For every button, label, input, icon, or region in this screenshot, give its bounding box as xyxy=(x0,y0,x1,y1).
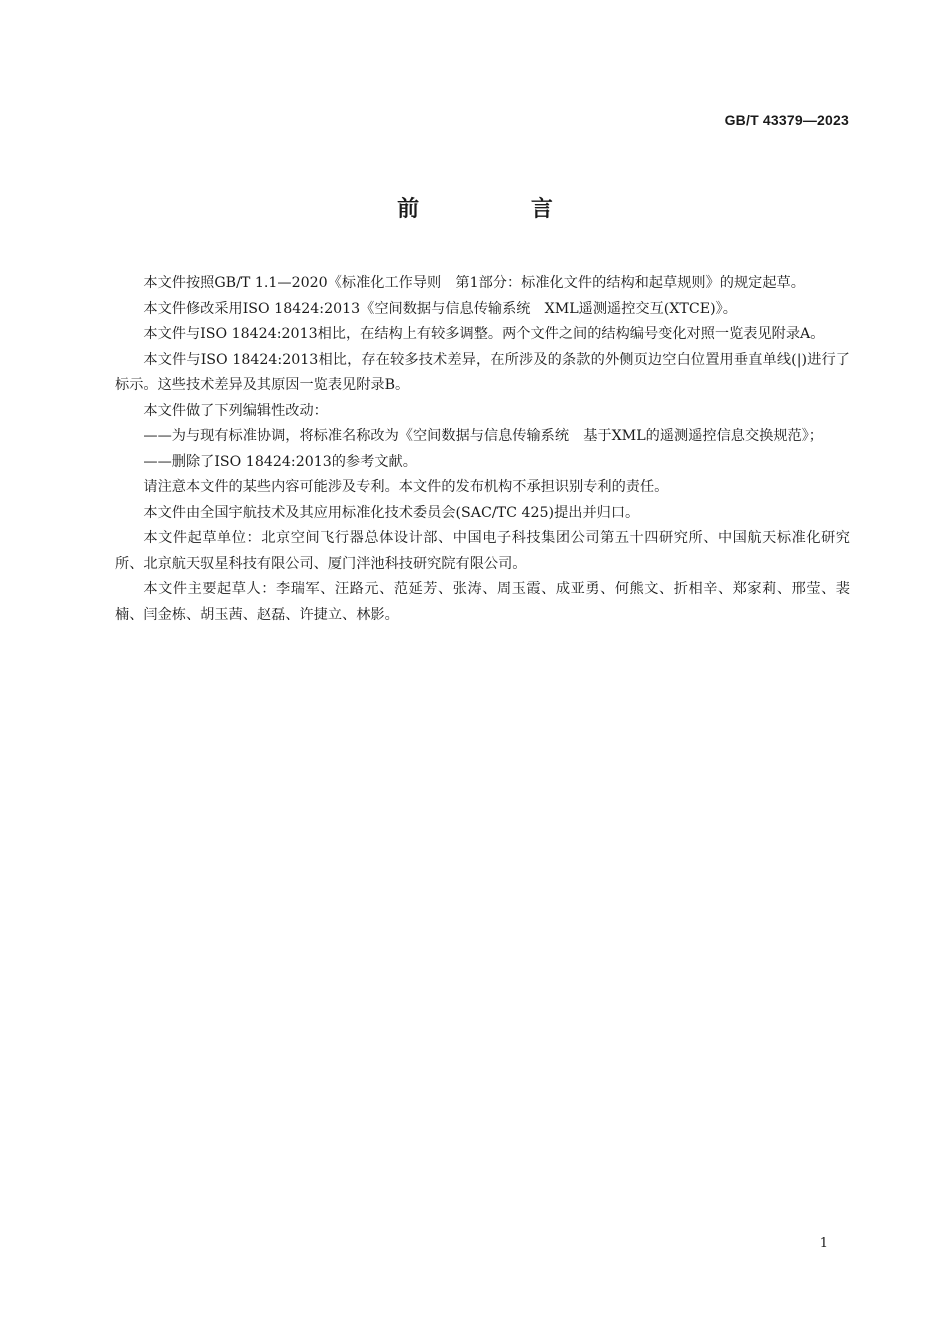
paragraph-drafters: 本文件主要起草人：李瑞军、汪路元、范延芳、张涛、周玉霞、成亚勇、何熊文、折相辛、郑家莉、邢莹、裴楠、闫金栋、胡玉茜、赵磊、许捷立、林影。 xyxy=(115,581,850,623)
page-title: 前 言 xyxy=(397,197,605,222)
standard-code: GB/T 43379—2023 xyxy=(724,112,849,128)
paragraph-patent-notice: 请注意本文件的某些内容可能涉及专利。本文件的发布机构不承担识别专利的责任。 xyxy=(143,479,669,495)
paragraph-structure-changes: 本文件与ISO 18424:2013相比，在结构上有较多调整。两个文件之间的结构编号变化对照一览表见附录A。 xyxy=(143,326,825,342)
paragraph-technical-differences: 本文件与ISO 18424:2013相比，存在较多技术差异，在所涉及的条款的外侧页边空白位置用垂直单线(|)进行了标示。这些技术差异及其原因一览表见附录B。 xyxy=(115,351,850,393)
paragraph-proposer: 本文件由全国宇航技术及其应用标准化技术委员会(SAC/TC 425)提出并归口。 xyxy=(143,504,640,521)
list-item-bibliography-removed: ——删除了ISO 18424:2013的参考文献。 xyxy=(143,453,417,470)
page-number: 1 xyxy=(819,1236,828,1251)
paragraph-adoption: 本文件修改采用ISO 18424:2013《空间数据与信息传输系统 XML遥测遥控交互(XTCE)》。 xyxy=(143,300,737,317)
foreword-body xyxy=(115,271,850,628)
paragraph-drafting-rules: 本文件按照GB/T 1.1—2020《标准化工作导则 第1部分：标准化文件的结构和起草规则》的规定起草。 xyxy=(143,275,805,291)
list-item-title-change: ——为与现有标准协调，将标准名称改为《空间数据与信息传输系统 基于XML的遥测遥控信息交换规范》； xyxy=(143,428,823,444)
paragraph-editorial-changes: 本文件做了下列编辑性改动： xyxy=(143,402,328,419)
paragraph-drafting-units: 本文件起草单位：北京空间飞行器总体设计部、中国电子科技集团公司第五十四研究所、中国航天标准化研究所、北京航天驭星科技有限公司、厦门泮池科技研究院有限公司。 xyxy=(115,530,850,572)
